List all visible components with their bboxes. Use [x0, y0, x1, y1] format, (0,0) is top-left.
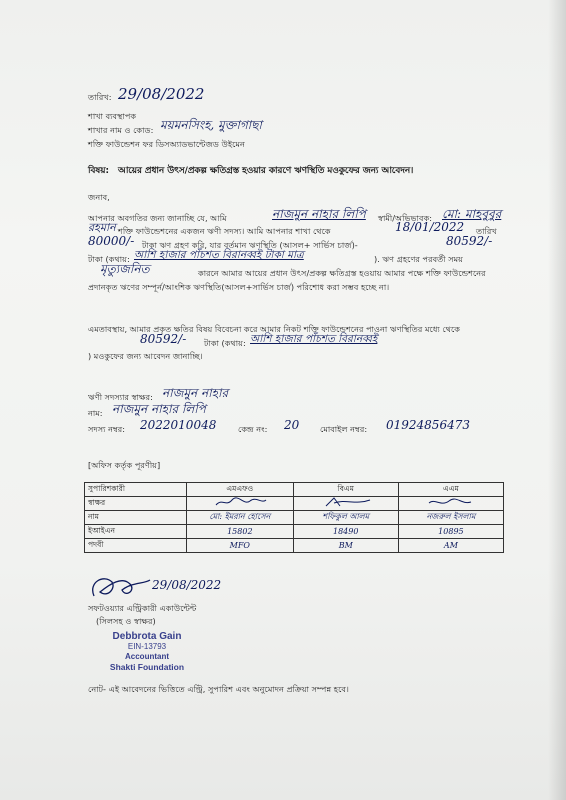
salutation: জনাব, — [88, 192, 110, 202]
center-value: 20 — [284, 418, 300, 432]
subject-text: আয়ের প্রধান উৎস/প্রকল্প ক্ষতিগ্রস্ত হওয়ার কারণে ঋণস্থিতি মওকুফের জন্য আবেদন। — [118, 166, 414, 176]
guardian-continuation: রহমান — [88, 221, 116, 234]
accountant-signature — [86, 570, 156, 604]
branch-label: শাখার নাম ও কোড: — [88, 125, 154, 135]
footer-note: নোট- এই আবেদনের ভিত্তিতে এন্ট্রি, সুপারিশ এবং অনুমোদন প্রক্রিয়া সম্পন্ন হবে। — [88, 684, 349, 694]
signature-scribble — [421, 497, 481, 508]
member-id-label: সদস্য নম্বর: — [88, 424, 126, 434]
waiver-amount-handwritten: 80592/- — [140, 332, 187, 346]
para1-text-6: টাকা (কথায়: — [88, 254, 130, 264]
table-cell: AM — [398, 539, 503, 553]
table-header-cell: এএম — [398, 483, 503, 497]
table-cell: MFO — [187, 539, 294, 553]
member-signature: নাজমুন নাহার — [162, 386, 229, 400]
para1-text-2: স্বামী/অভিভাবক: — [378, 213, 433, 223]
mobile-label: মোবাইল নম্বর: — [320, 424, 368, 434]
table-cell: শফিকুল আলম — [293, 511, 398, 525]
table-row — [85, 525, 504, 539]
member-signature-label: ঋণী সদস্যার স্বাক্ষর: — [88, 392, 153, 402]
signature-scribble — [316, 497, 376, 508]
para2-text-1: এমতাবস্থায়, আমার প্রকৃত ক্ষতির বিষয় বিবেচনা করে আমার নিকট শক্তি ফাউন্ডেশনের পাওনা ঋণস্থিতির মধ্যে থেকে — [88, 324, 461, 334]
table-cell: BM — [293, 539, 398, 553]
accountant-sign-date: 29/08/2022 — [152, 578, 222, 592]
mobile-value: 01924856473 — [386, 418, 470, 432]
addressee-line: শাখা ব্যবস্থাপক — [88, 111, 137, 121]
table-row — [85, 497, 504, 511]
branch-value: ময়মনসিংহ, মুক্তাগাছা — [160, 118, 262, 132]
table-cell: 10895 — [398, 525, 503, 539]
guardian-handwritten: মো: মাহবুবুর — [442, 207, 502, 221]
member-name-label: নাম: — [88, 408, 103, 418]
table-row-label: পদবী — [85, 539, 187, 553]
para1-text-1: আপনার অবগতির জন্য জানাচ্ছি যে, আমি — [88, 213, 227, 223]
table-header-row — [85, 483, 504, 497]
accountant-title: সফটওয়্যার এন্ট্রিকারী একাউন্টেন্ট — [88, 603, 197, 613]
table-header-cell: সুপারিশকারী — [85, 483, 187, 497]
table-cell: নজরুল ইসলাম — [398, 511, 503, 525]
member-name-handwritten: নাজমুন নাহার লিপি — [272, 207, 366, 221]
table-row-label: স্বাক্ষর — [85, 497, 187, 511]
waiver-words-handwritten: আশি হাজার পাঁচশত বিরানব্বই — [250, 333, 378, 345]
stamp-org: Shakti Foundation — [109, 662, 185, 672]
table-row — [85, 511, 504, 525]
stamp-role: Accountant — [125, 652, 169, 661]
para1-text-5: টাকা ঋণ গ্রহণ করি, যার বর্তমান ঋণস্থিতি (আসল+ সার্ভিস চার্জ)- — [142, 240, 358, 250]
signature-scribble — [210, 497, 270, 508]
office-use-label: [অফিস কর্তৃক পূরণীয়] — [88, 460, 161, 470]
balance-handwritten: 80592/- — [446, 234, 493, 248]
para2-text-3: ) মওকুফের জন্য আবেদন জানাচ্ছি। — [88, 351, 203, 361]
table-row-label: ইআইএন — [85, 525, 187, 539]
para1-text-3: শক্তি ফাউন্ডেশনের একজন ঋণী সদস্য। আমি আপনার শাখা থেকে — [118, 226, 331, 236]
para1-text-4: তারিখ — [476, 226, 497, 236]
loan-date-handwritten: 18/01/2022 — [395, 220, 465, 234]
signature-cell — [293, 497, 398, 511]
date-value: 29/08/2022 — [118, 85, 205, 103]
stamp-ein: EIN-13793 — [127, 642, 167, 651]
stamp-name: Debbrota Gain — [112, 631, 182, 642]
seal-instruction: (সিলসহ ও স্বাক্ষর) — [96, 616, 156, 626]
signature-cell — [398, 497, 503, 511]
table-header-cell: এমএফও — [187, 483, 294, 497]
subject-prefix: বিষয়: — [88, 166, 109, 176]
table-row-label: নাম — [85, 511, 187, 525]
table-row — [85, 539, 504, 553]
para1-text-7: ). ঋণ গ্রহণের পরবর্তী সময় — [374, 254, 463, 264]
center-label: কেন্দ্র নং: — [238, 424, 268, 434]
organization-name: শক্তি ফাউন্ডেশন ফর ডিসঅ্যাডভান্টেজড উইমেন — [88, 139, 245, 149]
member-name-value: নাজমুন নাহার লিপি — [112, 402, 206, 416]
para2-text-2: টাকা (কথায়: — [204, 338, 246, 348]
signature-cell — [187, 497, 294, 511]
reason-handwritten: মৃত্যুজনিত — [100, 262, 150, 276]
table-cell: 15802 — [187, 525, 294, 539]
recommendation-table — [84, 482, 504, 553]
table-cell: 18490 — [293, 525, 398, 539]
member-id-value: 2022010048 — [140, 418, 217, 432]
para1-text-8: কারনে আমার আয়ের প্রধান উৎস/প্রকল্প ক্ষতিগ্রস্ত হওয়ায় আমার পক্ষে শক্তি ফাউন্ডেশনের প্রদানকৃত ঋণের সম্পূর্ন/আংশিক ঋণস্থিতি(আসল+সার্ভিস চার্জ) পরিশোধ করা সম্ভব হচ্ছে না। — [88, 268, 486, 292]
date-label: তারিখ: — [88, 92, 112, 102]
table-cell: মো: ইমরান হোসেন — [187, 511, 294, 525]
balance-words-handwritten: আশি হাজার পাঁচশত বিরানব্বই টাকা মাত্র — [134, 249, 304, 261]
accountant-stamp — [92, 632, 202, 672]
table-header-cell: বিএম — [293, 483, 398, 497]
loan-amount-handwritten: 80000/- — [88, 234, 135, 248]
